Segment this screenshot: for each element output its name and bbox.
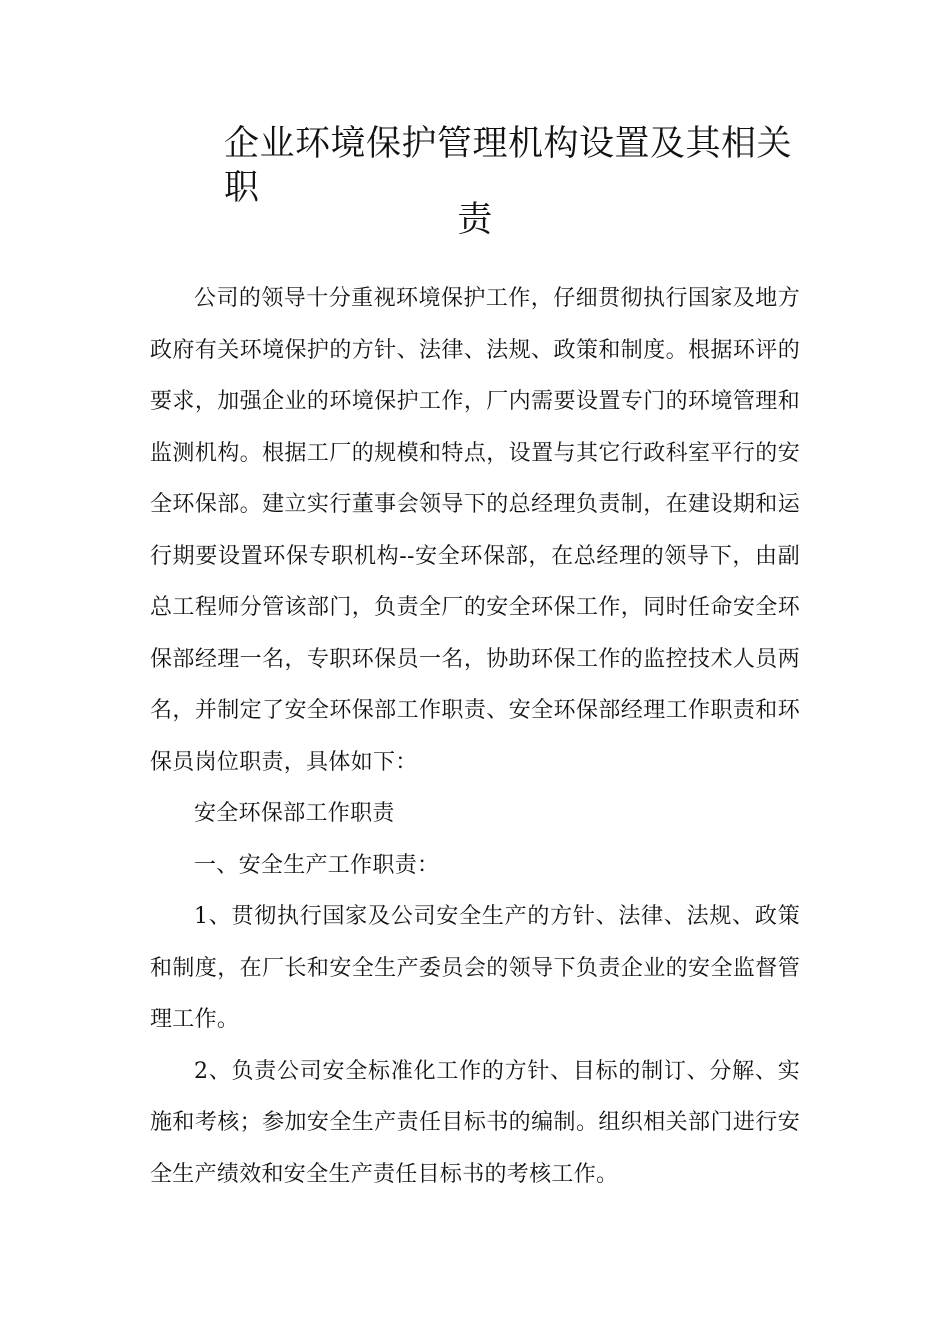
intro-paragraph: 公司的领导十分重视环境保护工作，仔细贯彻执行国家及地方政府有关环境保护的方针、法律、法规、政策和制度。根据环评的要求，加强企业的环境保护工作，厂内需要设置专门的环境管理和监测机构。根据工厂的规模和特点，设置与其它行政科室平行的安全环保部。建立实行董事会领导下的总经理负责制，在建设期和运行期要设置环保专职机构--安全环保部，在总经理的领导下，由副总工程师分管该部门，负责全厂的安全环保工作，同时任命安全环保部经理一名，专职环保员一名，协助环保工作的监控技术人员两名，并制定了安全环保部工作职责、安全环保部经理工作职责和环保员岗位职责，具体如下： [150,286,800,775]
document-body [150,273,800,1200]
document-title-line-2: 责 [457,200,493,240]
list-item-2: 2、负责公司安全标准化工作的方针、目标的制订、分解、实施和考核；参加安全生产责任目标书的编制。组织相关部门进行安全生产绩效和安全生产责任目标书的考核工作。 [150,1058,800,1187]
section-heading: 安全环保部工作职责 [194,801,395,826]
document-title-line-1: 企业环境保护管理机构设置及其相关职 [224,124,793,208]
list-item-1: 1、贯彻执行国家及公司安全生产的方针、法律、法规、政策和制度，在厂长和安全生产委员会的领导下负责企业的安全监督管理工作。 [150,904,800,1032]
subsection-heading: 一、安全生产工作职责： [194,852,440,878]
